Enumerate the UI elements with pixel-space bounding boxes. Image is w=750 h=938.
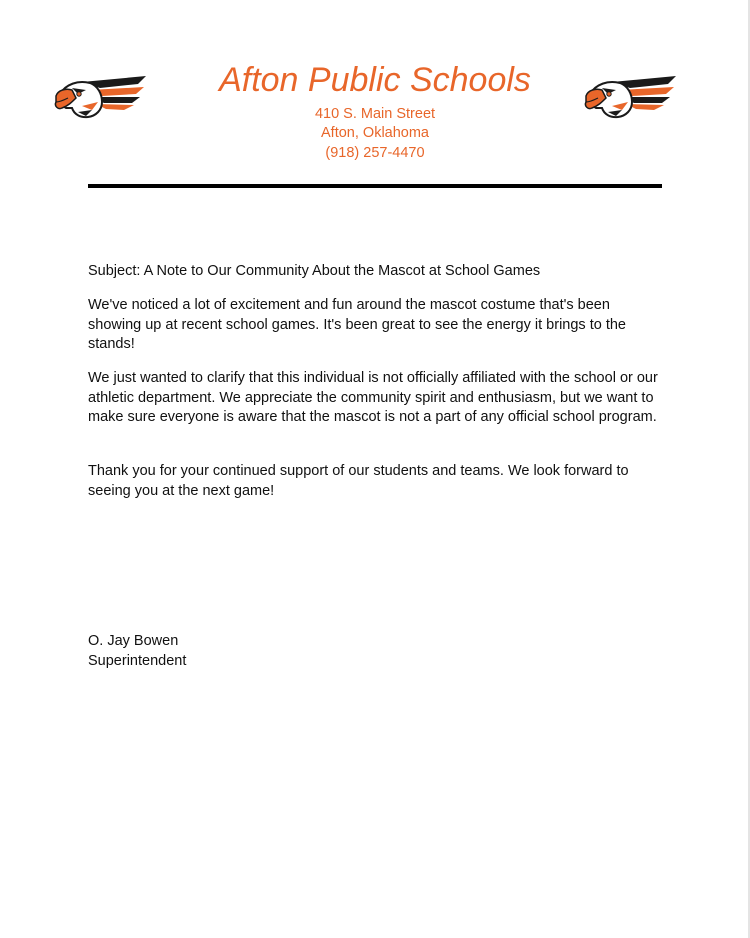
- address-street: 410 S. Main Street: [314, 106, 436, 122]
- address-city: Afton, Oklahoma: [321, 125, 429, 141]
- school-name: Afton Public Schools: [219, 61, 531, 99]
- letter-paragraph: We just wanted to clarify that this individual is not officially affiliated with the school or our athletic department. We appreciate the community spirit and enthusiasm, but we want to make sure everyone is aware that the mascot is not a part of any official school program.: [88, 370, 658, 425]
- letter-subject: Subject: A Note to Our Community About the Mascot at School Games: [88, 263, 541, 279]
- letterhead-divider: [88, 184, 662, 188]
- letterhead: [0, 0, 750, 200]
- eagle-mascot-icon: [582, 72, 678, 122]
- signature-title: Superintendent: [88, 653, 187, 669]
- signature-name: O. Jay Bowen: [88, 633, 179, 649]
- phone-number: (918) 257-4470: [325, 145, 425, 161]
- letter-paragraph: We've noticed a lot of excitement and fun around the mascot costume that's been showing up at recent school games. It's been great to see the energy it brings to the stands!: [88, 297, 626, 352]
- letter-paragraph: Thank you for your continued support of our students and teams. We look forward to seeing you at the next game!: [88, 463, 629, 499]
